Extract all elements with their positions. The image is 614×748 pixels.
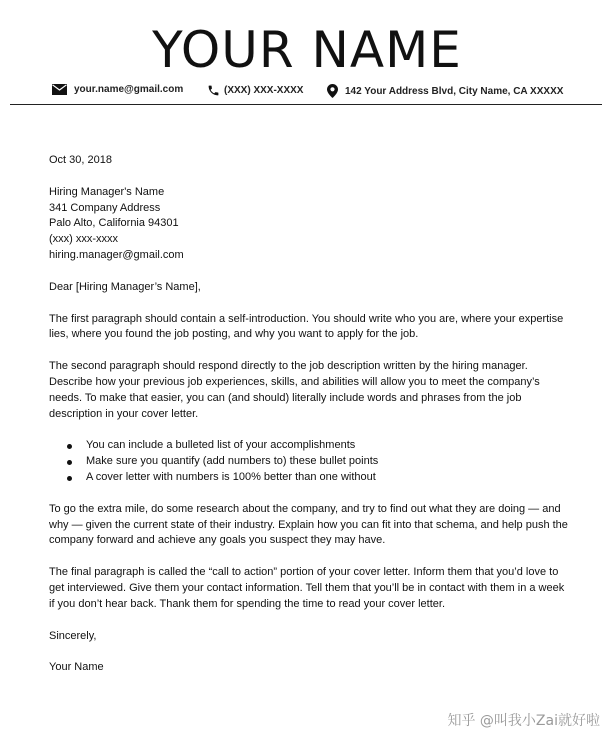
bullet-dot-icon (67, 460, 72, 465)
watermark: 知乎 @叫我小Zai就好啦 (447, 713, 600, 729)
contact-phone (207, 84, 303, 97)
applicant-name: YOUR NAME (152, 21, 462, 79)
address-text: 142 Your Address Blvd, City Name, CA XXXXX (345, 85, 564, 97)
salutation: Dear [Hiring Manager’s Name], (49, 280, 201, 293)
recipient-city: Palo Alto, California 94301 (49, 217, 179, 230)
paragraph-experience: The second paragraph should respond directly to the job description written by the hiring manager. Describe how your previous job experiences, skills, and abilities will allow you to meet the company’s needs. To make that easier, you can (and should) literally include words and phrases from the job description in your cover letter. (49, 360, 540, 420)
list-item: A cover letter with numbers is 100% better than one without (49, 470, 569, 486)
paragraph-intro: The first paragraph should contain a self-introduction. You should write who you are, where your expertise lies, where you found the job posting, and why you want to apply for the job. (49, 312, 564, 341)
list-item: You can include a bulleted list of your accomplishments (49, 438, 569, 454)
bullet-dot-icon (67, 476, 72, 481)
accomplishment-list (49, 438, 569, 485)
closing: Sincerely, (49, 629, 97, 642)
recipient-block (49, 185, 569, 264)
recipient-name: Hiring Manager's Name (49, 185, 165, 198)
letter-date: Oct 30, 2018 (49, 154, 112, 166)
contact-email (52, 84, 183, 95)
bullet-dot-icon (67, 444, 72, 449)
paragraph-call-to-action: The final paragraph is called the “call to action” portion of your cover letter. Inform them that you’d love to get interviewed. Give them your contact information. Tell them that you’ll be in contact with them in a week if you don’t hear back. Thank them for spending the time to read your cover letter. (49, 566, 565, 610)
paragraph-research: To go the extra mile, do some research about the company, and try to find out what they are doing — and why — given the current state of their industry. Explain how you can fit into that schema, and help push the company forward and achieve any goals you suspect they may have. (49, 502, 568, 547)
contact-address (327, 84, 563, 98)
recipient-address: 341 Company Address (49, 201, 161, 214)
recipient-phone: (xxx) xxx-xxxx (49, 233, 119, 246)
header-divider (10, 104, 602, 105)
location-pin-icon (327, 84, 338, 98)
recipient-email: hiring.manager@gmail.com (49, 248, 184, 261)
envelope-icon (52, 84, 67, 95)
email-text: your.name@gmail.com (74, 84, 184, 95)
contact-bar (0, 84, 614, 102)
phone-icon (207, 84, 220, 97)
phone-text: (XXX) XXX-XXXX (224, 85, 304, 96)
list-item: Make sure you quantify (add numbers to) these bullet points (49, 454, 569, 470)
letter-body (49, 153, 569, 676)
signature-name: Your Name (49, 661, 104, 674)
